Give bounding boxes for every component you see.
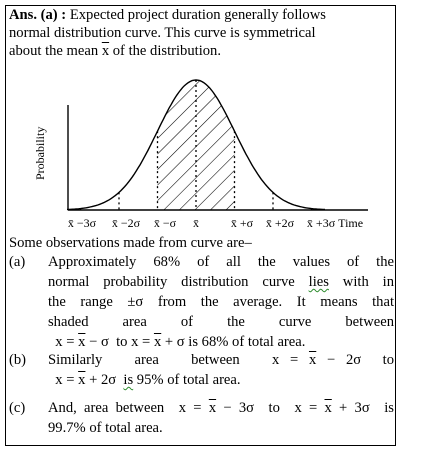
x-tick-label: x̄ +2σ: [265, 216, 295, 230]
mean-symbol: $\overline{x}$: [101, 43, 110, 59]
x-tick-label: x̄ +σ: [230, 216, 254, 230]
item-a-text: [48, 252, 394, 352]
x-tick-label: x̄ −2σ: [111, 216, 141, 230]
item-a-line: Approximately 68% of all the values of the: [48, 254, 394, 270]
item-c-line: And, area between $x = \overline{x} - 3\sigma$ to $x = \overline{x} + 3\sigma$ is: [48, 400, 394, 416]
x-tick-label: x̄: [193, 216, 199, 230]
x-tick-label: x̄ −3σ: [67, 216, 97, 230]
item-a-label: (a): [9, 254, 26, 270]
item-c-label: (c): [9, 400, 26, 416]
intro-text-3a: about the mean: [9, 43, 102, 59]
item-c-text: [48, 398, 394, 438]
item-b-line: Similarly area between $x = \overline{x} - 2\sigma$ to: [48, 352, 394, 368]
item-a-line: normal probability distribution curve lies with in: [48, 274, 394, 290]
item-a-line: $x = \overline{x} - \sigma$ to $x = \overline{x} + \sigma$ is 68% of total area.: [48, 334, 306, 350]
intro-text-3b: of the distribution.: [109, 43, 221, 59]
intro-text-1: Expected project duration generally follows: [69, 7, 326, 23]
item-b-line: $x = \overline{x} + 2\sigma$ is 95% of total area.: [48, 372, 241, 388]
observations-heading: Some observations made from curve are–: [9, 235, 252, 251]
answer-label: Ans. (a) :: [9, 7, 67, 23]
y-axis-label: Probability: [33, 126, 47, 180]
item-b-label: (b): [9, 352, 27, 368]
item-a-line: the range ±σ from the average. It means that: [48, 294, 394, 310]
x-tick-label: x̄ −σ: [153, 216, 177, 230]
item-b-text: [48, 350, 394, 390]
intro-line-2: normal distribution curve. This curve is symmetrical: [9, 25, 316, 41]
item-c-line: 99.7% of total area.: [48, 420, 163, 436]
x-tick-label: x̄ +3σ Time: [306, 216, 364, 230]
item-a-line: shaded area of the curve between: [48, 314, 394, 330]
